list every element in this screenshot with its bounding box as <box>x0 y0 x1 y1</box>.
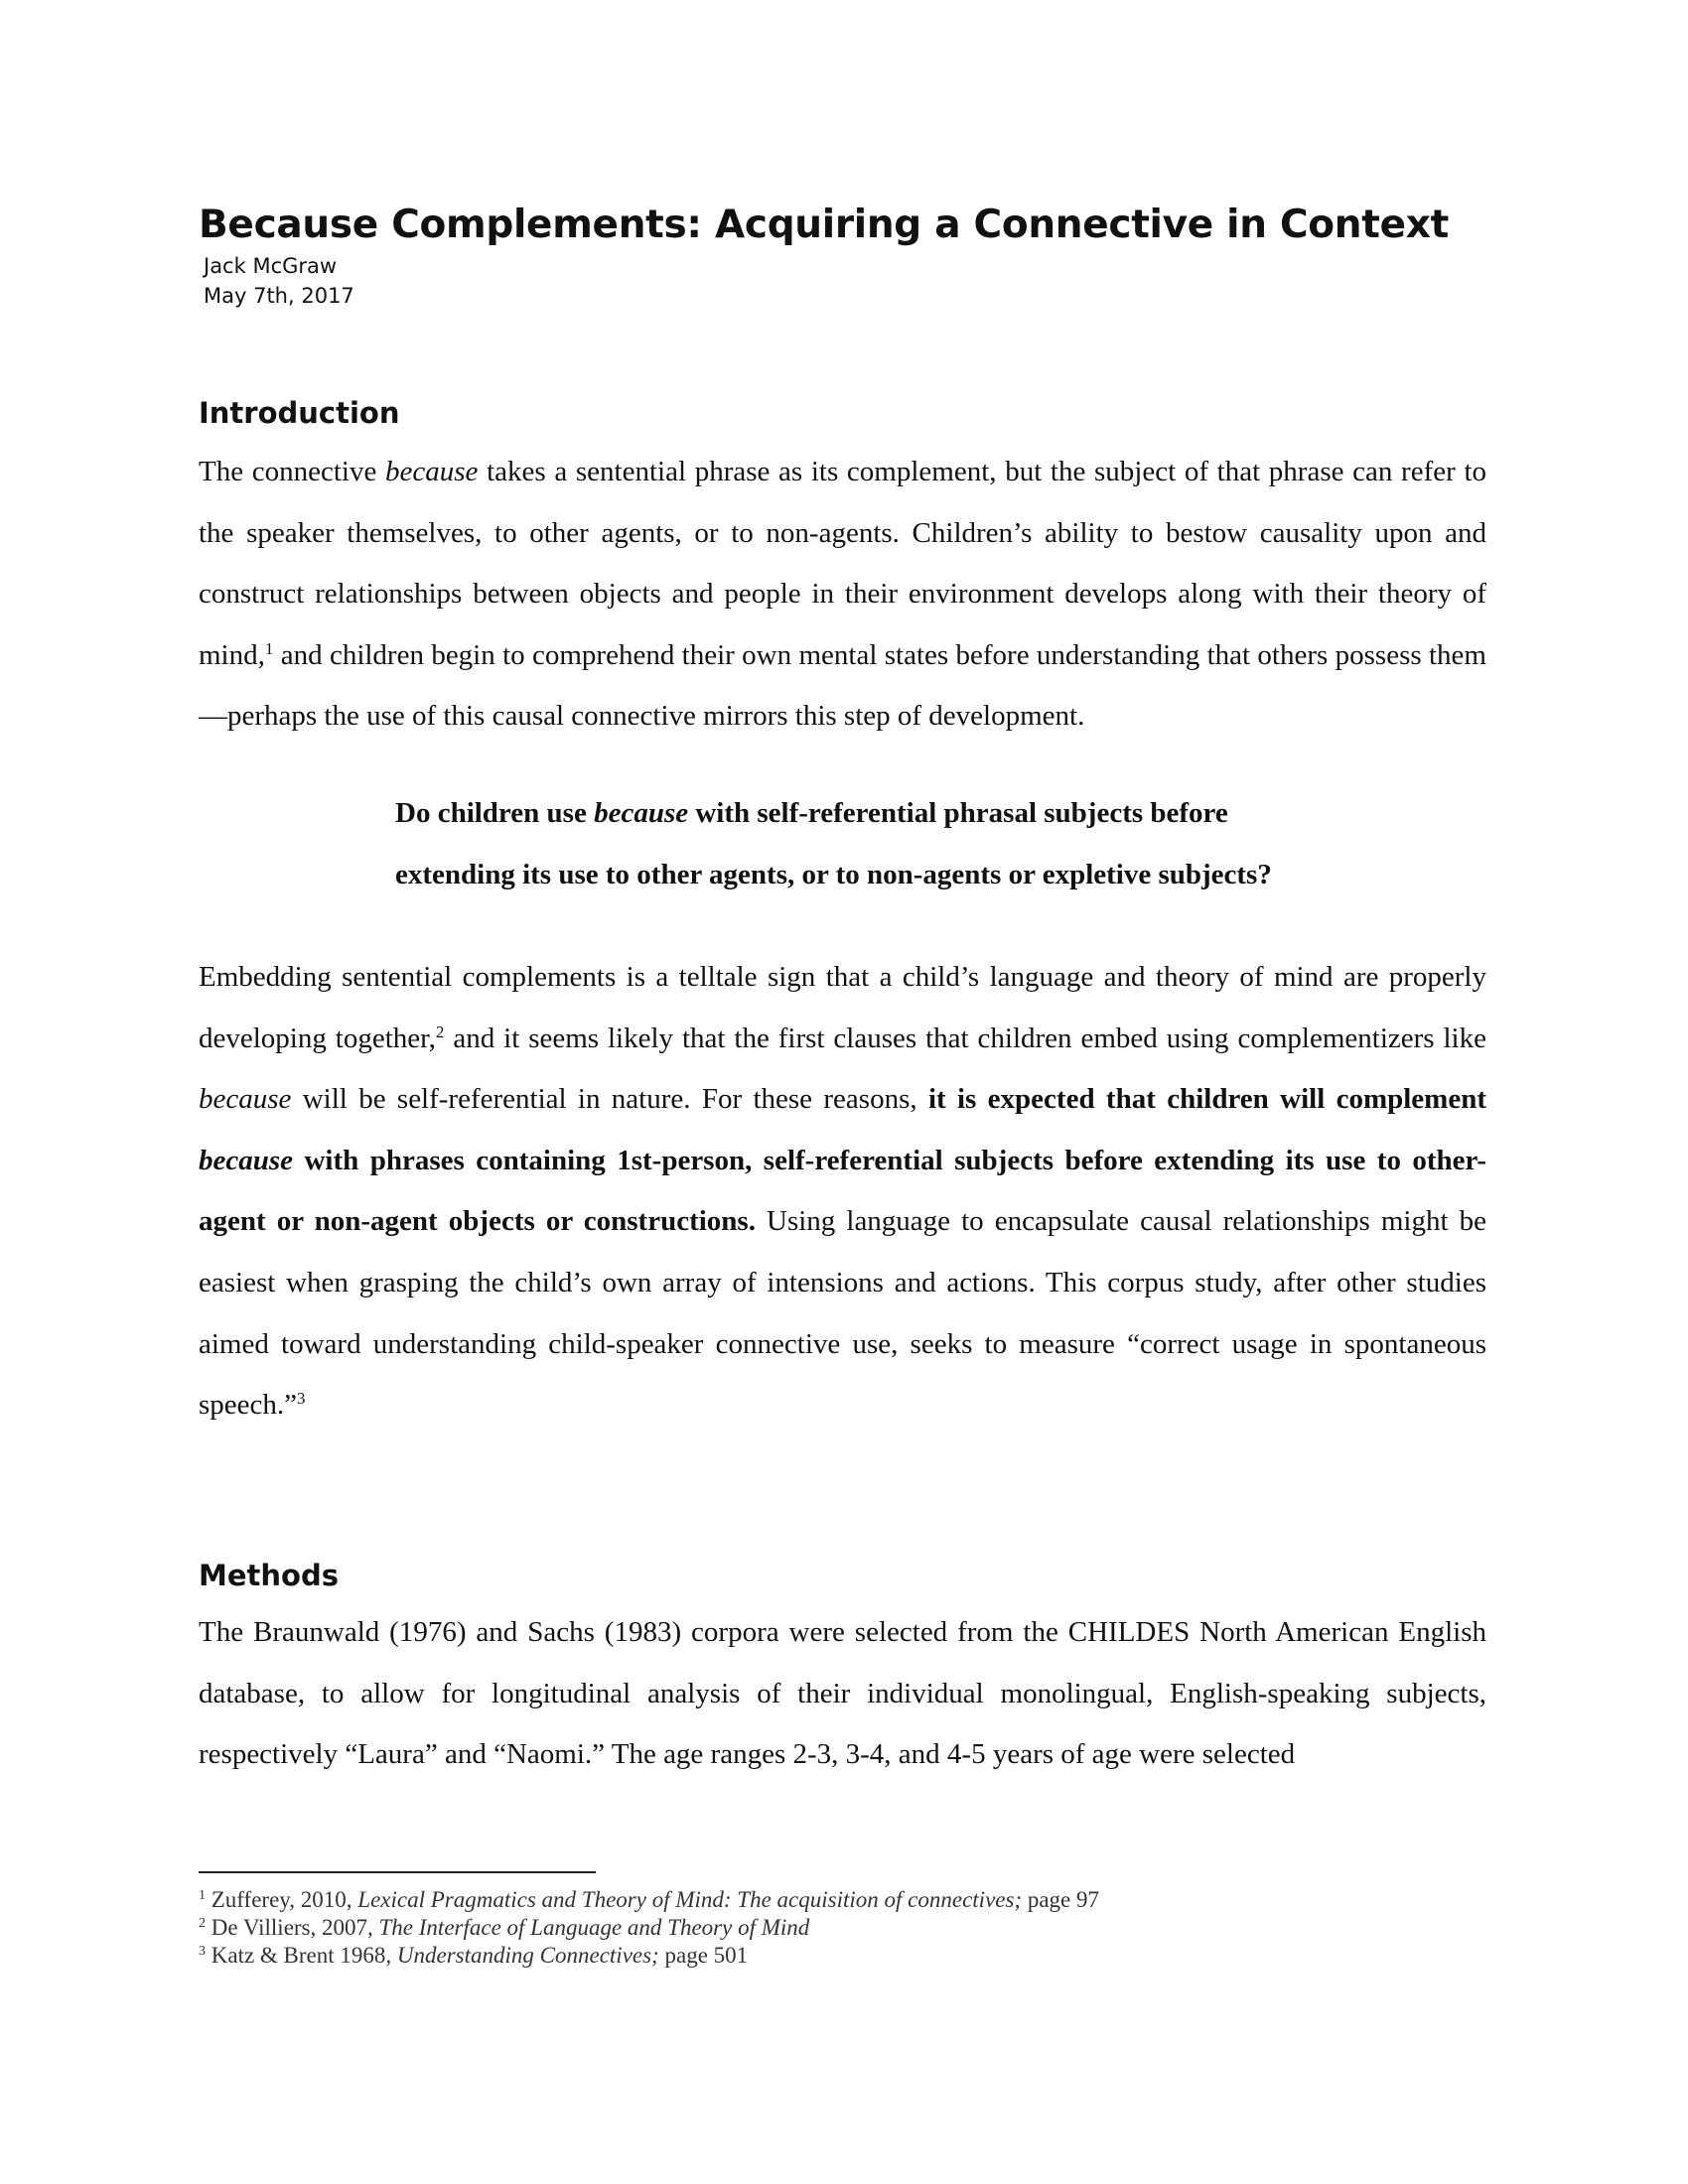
text-run: it is expected that children will complement <box>927 1083 1486 1116</box>
footnote-divider <box>199 1871 596 1873</box>
emphasis-because: because <box>594 797 689 829</box>
footnote-ref-3[interactable]: 3 <box>297 1389 306 1409</box>
methods-paragraph-1: The Braunwald (1976) and Sachs (1983) corpora were selected from the CHILDES North American English database, to allow for longitudinal analysis of their individual monolingual, English-speaking subjects, respectively “Laura” and “Naomi.” The age ranges 2-3, 3-4, and 4-5 years of age were selected <box>199 1616 1486 1771</box>
footnote-item <box>199 1914 1390 1942</box>
footnote-page: page 97 <box>1022 1887 1100 1912</box>
text-run: will be self-referential in nature. For these reasons, <box>291 1083 928 1116</box>
methods-heading: Methods <box>199 1559 339 1592</box>
footnote-ref-2[interactable]: 2 <box>435 1022 445 1041</box>
footnote-citation: De Villiers, 2007, <box>211 1915 379 1940</box>
text-run: takes a sentential phrase as its complement, but the subject of that phrase can refer to the speaker themselves, to other agents, or to non-agents. Children’s ability to bestow causality upon and construct relationships between objects and people in their environment develops along with their theory of mind, <box>199 456 1487 671</box>
footnote-citation: Zufferey, 2010, <box>211 1887 358 1912</box>
emphasis-because: because <box>199 1083 292 1116</box>
author-name: Jack McGraw <box>204 254 338 278</box>
footnotes-list <box>199 1886 1390 1970</box>
introduction-paragraph-1 <box>199 442 1486 748</box>
footnote-page: page 501 <box>658 1943 749 1968</box>
footnote-item <box>199 1886 1390 1914</box>
text-run: and it seems likely that the first clauses that children embed using complementizers like <box>444 1022 1486 1054</box>
footnote-number: 2 <box>199 1916 206 1931</box>
footnote-source-title: Lexical Pragmatics and Theory of Mind: The acquisition of connectives; <box>357 1887 1023 1912</box>
footnote-source-title: The Interface of Language and Theory of Mind <box>378 1915 810 1940</box>
text-run: Embedding sentential complements is a telltale sign that a child’s language and theory of mind are properly developing together, <box>199 961 1486 1054</box>
text-run: and children begin to comprehend their own mental states before understanding that others possess them—perhaps the use of this causal connective mirrors this step of development. <box>199 638 1486 733</box>
footnote-number: 1 <box>199 1888 206 1903</box>
footnote-ref-1[interactable]: 1 <box>264 638 274 658</box>
text-run: The connective <box>199 456 386 487</box>
research-question-line-2: extending its use to other agents, or to non-agents or expletive subjects? <box>395 859 1272 890</box>
emphasis-because: because <box>385 456 479 487</box>
text-run: with phrases containing 1st-person, self-referential subjects before extending its use to other-agent or non-agent objects or constructions. <box>199 1144 1486 1238</box>
text-run: Do children use <box>395 797 595 829</box>
footnote-source-title: Understanding Connectives; <box>396 1943 659 1968</box>
footnote-item <box>199 1942 1390 1970</box>
research-question <box>395 782 1388 905</box>
text-run: Using language to encapsulate causal relationships might be easiest when grasping the child’s own array of intensions and actions. This corpus study, after other studies aimed toward understanding child-speaker connective use, seeks to measure “correct usage in spontaneous speech.” <box>199 1205 1486 1422</box>
text-run: with self-referential phrasal subjects before <box>688 797 1228 829</box>
footnote-citation: Katz & Brent 1968, <box>211 1943 397 1968</box>
paper-title: Because Complements: Acquiring a Connective in Context <box>199 203 1449 247</box>
publication-date: May 7th, 2017 <box>204 284 354 308</box>
footnote-number: 3 <box>199 1944 206 1959</box>
introduction-heading: Introduction <box>199 396 400 430</box>
research-question-line-1 <box>395 797 1228 829</box>
introduction-paragraph-2 <box>199 947 1486 1436</box>
emphasis-because: because <box>199 1144 294 1176</box>
